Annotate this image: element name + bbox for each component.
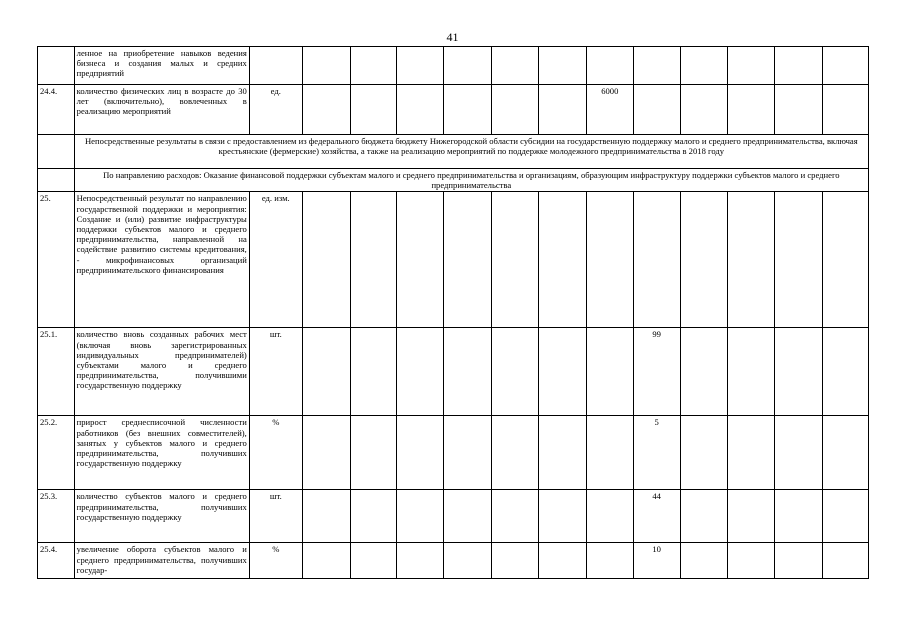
empty-cell — [680, 85, 728, 135]
empty-cell — [728, 85, 775, 135]
table-row — [38, 135, 869, 169]
row-number-cell: 25.1. — [38, 328, 75, 416]
empty-cell — [350, 543, 397, 579]
empty-cell — [492, 85, 539, 135]
empty-cell — [680, 192, 728, 328]
empty-cell — [823, 416, 869, 490]
empty-cell — [728, 47, 775, 85]
empty-cell — [728, 328, 775, 416]
empty-cell — [302, 85, 350, 135]
empty-cell — [775, 416, 823, 490]
empty-cell — [38, 135, 75, 169]
empty-cell — [633, 85, 680, 135]
row-number-cell: 24.4. — [38, 85, 75, 135]
empty-cell — [823, 543, 869, 579]
empty-cell — [302, 47, 350, 85]
empty-cell — [728, 192, 775, 328]
empty-cell — [728, 543, 775, 579]
empty-cell — [680, 47, 728, 85]
unit-cell: шт. — [249, 490, 302, 543]
indicators-table — [37, 46, 869, 579]
empty-cell — [823, 47, 869, 85]
value-cell: 10 — [633, 543, 680, 579]
empty-cell — [539, 47, 587, 85]
unit-cell: % — [249, 416, 302, 490]
description-cell: количество субъектов малого и среднего предпринимательства, получивших государственную поддержку — [74, 490, 249, 543]
empty-cell — [775, 490, 823, 543]
table-row — [38, 85, 869, 135]
table-row — [38, 169, 869, 192]
empty-cell — [492, 192, 539, 328]
table-row — [38, 192, 869, 328]
unit-cell — [249, 47, 302, 85]
table-row — [38, 47, 869, 85]
description-cell: количество вновь созданных рабочих мест (включая вновь зарегистрированных индивидуальных предпринимателей) субъектами малого и среднего предпринимательства, получившими государственную поддержку — [74, 328, 249, 416]
row-number-cell: 25.2. — [38, 416, 75, 490]
direction-heading-row: По направлению расходов: Оказание финансовой поддержки субъектам малого и среднего предпринимательства и организациям, образующим инфраструктуру поддержки субъектов малого и среднего предпринимательства — [74, 169, 868, 192]
empty-cell — [823, 490, 869, 543]
empty-cell — [823, 192, 869, 328]
empty-cell — [586, 192, 633, 328]
section-heading-row: Непосредственные результаты в связи с предоставлением из федерального бюджета бюджету Нижегородской области субсидии на государственную поддержку малого и среднего предпринимательства, включая крестьянские (фермерские) хозяйства, а также на реализацию мероприятий по поддержке молодежного предпринимательства в 2018 году — [74, 135, 868, 169]
value-cell: 44 — [633, 490, 680, 543]
value-cell: 6000 — [586, 85, 633, 135]
empty-cell — [539, 85, 587, 135]
empty-cell — [539, 192, 587, 328]
empty-cell — [397, 47, 444, 85]
empty-cell — [492, 328, 539, 416]
empty-cell — [350, 85, 397, 135]
empty-cell — [302, 416, 350, 490]
empty-cell — [680, 543, 728, 579]
empty-cell — [350, 328, 397, 416]
empty-cell — [350, 416, 397, 490]
row-number-cell — [38, 47, 75, 85]
empty-cell — [38, 169, 75, 192]
empty-cell — [444, 416, 492, 490]
value-cell — [633, 192, 680, 328]
empty-cell — [775, 192, 823, 328]
empty-cell — [775, 47, 823, 85]
description-cell: увеличение оборота субъектов малого и среднего предпринимательства, получивших государ- — [74, 543, 249, 579]
empty-cell — [444, 490, 492, 543]
empty-cell — [539, 416, 587, 490]
row-number-cell: 25. — [38, 192, 75, 328]
value-cell: 99 — [633, 328, 680, 416]
empty-cell — [302, 328, 350, 416]
description-cell: ленное на приобретение навыков ведения бизнеса и создания малых и средних предприятий — [74, 47, 249, 85]
empty-cell — [492, 543, 539, 579]
empty-cell — [350, 192, 397, 328]
empty-cell — [586, 416, 633, 490]
empty-cell — [539, 543, 587, 579]
empty-cell — [444, 192, 492, 328]
empty-cell — [633, 47, 680, 85]
description-cell: прирост среднесписочной численности работников (без внешних совместителей), занятых у субъектов малого и среднего предпринимательства, получивших государственную поддержку — [74, 416, 249, 490]
empty-cell — [397, 543, 444, 579]
empty-cell — [397, 192, 444, 328]
empty-cell — [680, 490, 728, 543]
unit-cell: ед. — [249, 85, 302, 135]
value-cell: 5 — [633, 416, 680, 490]
empty-cell — [492, 490, 539, 543]
empty-cell — [302, 192, 350, 328]
empty-cell — [586, 490, 633, 543]
empty-cell — [444, 47, 492, 85]
empty-cell — [492, 47, 539, 85]
table-row — [38, 416, 869, 490]
empty-cell — [444, 328, 492, 416]
table-row — [38, 328, 869, 416]
empty-cell — [775, 85, 823, 135]
empty-cell — [728, 416, 775, 490]
page-number: 41 — [446, 30, 459, 44]
empty-cell — [397, 490, 444, 543]
empty-cell — [823, 85, 869, 135]
unit-cell: ед. изм. — [249, 192, 302, 328]
unit-cell: шт. — [249, 328, 302, 416]
empty-cell — [492, 416, 539, 490]
empty-cell — [397, 85, 444, 135]
row-number-cell: 25.4. — [38, 543, 75, 579]
empty-cell — [586, 543, 633, 579]
empty-cell — [444, 85, 492, 135]
unit-cell: % — [249, 543, 302, 579]
empty-cell — [444, 543, 492, 579]
table-row — [38, 490, 869, 543]
empty-cell — [680, 328, 728, 416]
empty-cell — [823, 328, 869, 416]
empty-cell — [302, 490, 350, 543]
description-cell: Непосредственный результат по направлению государственной поддержки и мероприятия: Создание и (или) развитие инфраструктуры поддержки субъектов малого и среднего предпринимательства, направленной на содействие развитию системы кредитования, - микрофинансовых организаций предпринимательского финансирования — [74, 192, 249, 328]
row-number-cell: 25.3. — [38, 490, 75, 543]
empty-cell — [680, 416, 728, 490]
empty-cell — [586, 47, 633, 85]
empty-cell — [539, 490, 587, 543]
empty-cell — [302, 543, 350, 579]
empty-cell — [350, 47, 397, 85]
empty-cell — [397, 416, 444, 490]
empty-cell — [586, 328, 633, 416]
empty-cell — [350, 490, 397, 543]
empty-cell — [775, 328, 823, 416]
table-row — [38, 543, 869, 579]
description-cell: количество физических лиц в возрасте до 30 лет (включительно), вовлеченных в реализацию мероприятий — [74, 85, 249, 135]
empty-cell — [775, 543, 823, 579]
empty-cell — [397, 328, 444, 416]
empty-cell — [728, 490, 775, 543]
empty-cell — [539, 328, 587, 416]
